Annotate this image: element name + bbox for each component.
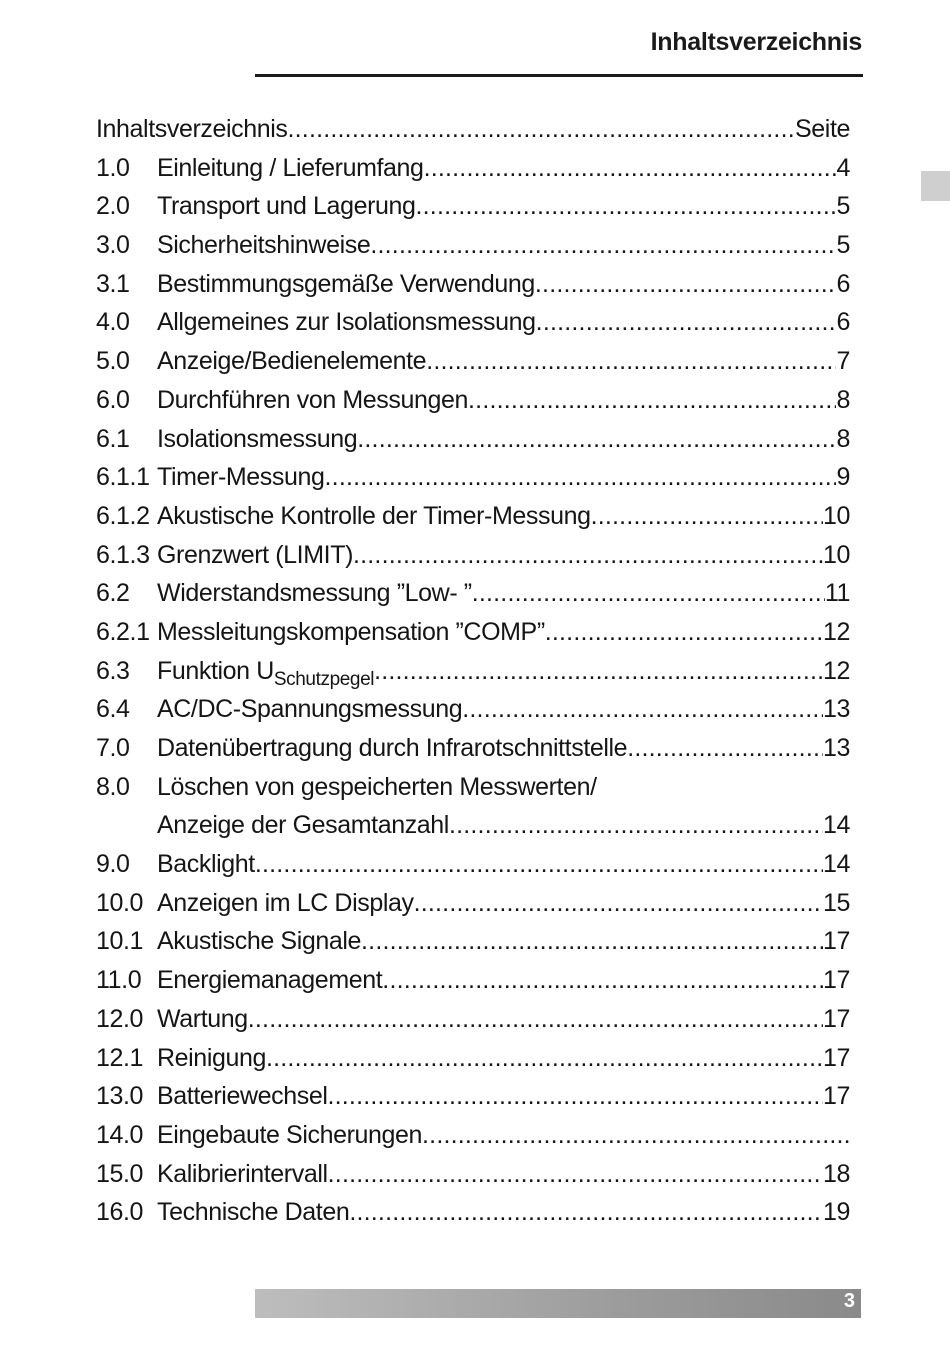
dot-leader bbox=[266, 1039, 823, 1078]
toc-entry-title bbox=[157, 1077, 327, 1116]
toc-entry-title-text: Sicherheitshinweise bbox=[157, 231, 371, 260]
dot-leader bbox=[353, 536, 823, 575]
toc-entry-title-text: Technische Daten bbox=[157, 1198, 350, 1227]
toc-entry-title bbox=[157, 961, 382, 1000]
toc-entry-title bbox=[157, 381, 468, 420]
toc-page-column-label: Seite bbox=[795, 115, 850, 143]
toc-entry[interactable] bbox=[96, 497, 850, 536]
toc-entry[interactable] bbox=[96, 806, 850, 845]
dot-leader bbox=[325, 458, 837, 497]
toc-entry[interactable] bbox=[96, 303, 850, 342]
toc-entry-title bbox=[157, 1039, 266, 1078]
toc-entry-title-text: Wartung bbox=[157, 1004, 248, 1033]
toc-entry-number: 9.0 bbox=[96, 850, 130, 879]
dot-leader bbox=[414, 884, 823, 923]
toc-entry-title-text: AC/DC-Spannungsmessung bbox=[157, 695, 463, 724]
toc-entry-title-text: Anzeige/Bedienelemente bbox=[157, 347, 427, 376]
toc-entry-title-text: Durchführen von Messungen bbox=[157, 385, 469, 414]
toc-entry[interactable] bbox=[96, 1039, 850, 1078]
toc-entry-title-text: Anzeigen im LC Display bbox=[157, 888, 414, 917]
toc-entry-page: 17 bbox=[822, 1082, 850, 1111]
toc-entry-title bbox=[157, 303, 536, 342]
toc-entry-page: 6 bbox=[836, 269, 850, 298]
toc-entry-number: 10.1 bbox=[96, 927, 144, 956]
toc-entry-title-text: Batteriewechsel bbox=[157, 1082, 328, 1111]
dot-leader bbox=[424, 149, 837, 188]
toc-entry-number: 6.1.3 bbox=[96, 540, 150, 569]
toc-entry-page: 17 bbox=[822, 1004, 850, 1033]
dot-leader bbox=[357, 420, 836, 459]
toc-entry-title bbox=[157, 1155, 328, 1194]
dot-leader bbox=[422, 1116, 850, 1155]
toc-entry-title bbox=[157, 922, 361, 961]
toc-entry-title bbox=[157, 729, 627, 768]
toc-entry-title bbox=[157, 1000, 248, 1039]
toc-entry-number: 7.0 bbox=[96, 734, 130, 762]
toc-entry-title bbox=[157, 574, 472, 613]
toc-entry[interactable] bbox=[96, 226, 850, 265]
toc-items bbox=[96, 149, 850, 1232]
toc-entry-page: 15 bbox=[822, 888, 850, 917]
toc-entry[interactable] bbox=[96, 458, 850, 497]
dot-leader bbox=[288, 110, 796, 149]
toc-entry-title bbox=[157, 1193, 349, 1232]
toc-entry-title bbox=[157, 149, 424, 188]
toc-entry-page: 11 bbox=[824, 579, 850, 608]
toc-entry[interactable] bbox=[96, 922, 850, 961]
toc-entry-number: 6.1 bbox=[96, 424, 130, 453]
dot-leader bbox=[248, 1000, 823, 1039]
toc-entry-number: 6.2 bbox=[96, 579, 130, 608]
toc-entry-number: 3.1 bbox=[96, 269, 130, 298]
toc-entry-number: 3.0 bbox=[96, 231, 130, 260]
toc-entry-title-text: Transport und Lagerung bbox=[157, 192, 416, 221]
page-number: 3 bbox=[843, 1290, 855, 1312]
header-rule bbox=[255, 74, 863, 77]
toc-entry-title bbox=[157, 420, 357, 459]
toc-entry-page: 4 bbox=[836, 153, 850, 182]
toc-entry-title-text: Funktion U bbox=[157, 656, 274, 685]
toc-entry-title-text: Bestimmungsgemäße Verwendung bbox=[157, 269, 535, 298]
toc-entry-title-text: Eingebaute Sicherungen bbox=[157, 1120, 423, 1149]
toc-entry-title bbox=[157, 458, 325, 497]
toc-entry-title-text: Widerstandsmessung ”Low- ” bbox=[157, 579, 472, 608]
toc-entry-title-text: Energiemanagement bbox=[157, 966, 383, 995]
toc-entry-title bbox=[157, 1116, 422, 1155]
toc-entry[interactable] bbox=[96, 342, 850, 381]
dot-leader bbox=[426, 342, 836, 381]
toc-entry[interactable] bbox=[96, 613, 850, 652]
toc-entry-number: 4.0 bbox=[96, 308, 130, 337]
toc-entry-page: 12 bbox=[822, 617, 850, 646]
toc-entry-number: 6.1.2 bbox=[96, 501, 150, 530]
dot-leader bbox=[349, 1193, 823, 1232]
toc-entry-title-text: Löschen von gespeicherten Messwerten/ bbox=[157, 772, 597, 801]
toc-entry-page: 17 bbox=[822, 927, 850, 956]
toc-entry[interactable] bbox=[96, 574, 850, 613]
toc-entry-title-text: Isolationsmessung bbox=[157, 424, 358, 453]
toc-entry-title bbox=[157, 652, 374, 691]
toc-entry-title-text: Allgemeines zur Isolationsmessung bbox=[157, 308, 536, 337]
toc-entry-number: 1.0 bbox=[96, 153, 130, 182]
toc-entry[interactable] bbox=[96, 536, 850, 575]
toc-entry-title-text: Akustische Signale bbox=[157, 927, 362, 956]
footer-bar bbox=[255, 1289, 861, 1318]
toc-entry-page: 8 bbox=[836, 424, 850, 453]
toc-entry-number: 16.0 bbox=[96, 1198, 144, 1227]
toc-entry[interactable] bbox=[96, 1116, 850, 1155]
toc-entry-title bbox=[157, 226, 370, 265]
dot-leader bbox=[327, 1077, 823, 1116]
dot-leader bbox=[545, 613, 823, 652]
toc-entry-page: 17 bbox=[822, 966, 850, 995]
toc-entry[interactable] bbox=[96, 1155, 850, 1194]
dot-leader bbox=[361, 922, 823, 961]
toc-entry-title bbox=[157, 806, 449, 845]
toc-entry-title bbox=[157, 265, 535, 304]
dot-leader bbox=[468, 381, 836, 420]
dot-leader bbox=[370, 226, 836, 265]
toc-entry-title-text: Reinigung bbox=[157, 1043, 266, 1072]
toc-entry[interactable] bbox=[96, 845, 850, 884]
toc-entry[interactable] bbox=[96, 1193, 850, 1232]
toc-entry-page: 7 bbox=[836, 347, 850, 376]
toc-entry-number: 14.0 bbox=[96, 1120, 144, 1149]
dot-leader bbox=[462, 690, 823, 729]
toc-entry-page: 5 bbox=[836, 231, 850, 260]
toc-entry-number: 6.2.1 bbox=[96, 617, 150, 646]
toc-entry[interactable] bbox=[96, 961, 850, 1000]
toc-entry-title-text: Anzeige der Gesamtanzahl bbox=[157, 811, 449, 840]
toc-entry-title bbox=[157, 768, 597, 807]
toc-entry-page: 5 bbox=[836, 192, 850, 221]
dot-leader bbox=[416, 187, 837, 226]
toc-entry-title-text: Akustische Kontrolle der Timer-Messung bbox=[157, 501, 591, 530]
toc-entry[interactable] bbox=[96, 187, 850, 226]
toc-entry[interactable] bbox=[96, 729, 850, 768]
toc-entry-page: 9 bbox=[836, 463, 850, 492]
toc-heading: Inhaltsverzeichnis bbox=[96, 115, 288, 143]
section-tab-marker bbox=[921, 171, 950, 201]
toc-entry-number: 12.1 bbox=[96, 1043, 144, 1072]
toc-entry[interactable] bbox=[96, 1000, 850, 1039]
toc-entry-number: 6.4 bbox=[96, 695, 130, 724]
toc-entry[interactable] bbox=[96, 420, 850, 459]
toc-entry-page: 19 bbox=[822, 1198, 850, 1227]
toc-entry-page: 14 bbox=[822, 850, 850, 879]
dot-leader bbox=[328, 1155, 823, 1194]
toc-entry-title-text: Datenübertragung durch Infrarotschnittstelle bbox=[157, 734, 628, 762]
page-header-title: Inhaltsverzeichnis bbox=[650, 28, 862, 56]
toc-entry-number: 15.0 bbox=[96, 1159, 144, 1188]
toc-entry-title-text: Einleitung / Lieferumfang bbox=[157, 153, 424, 182]
toc-entry-title bbox=[157, 845, 255, 884]
toc-entry-title bbox=[157, 342, 426, 381]
toc-entry-title-text: Kalibrierintervall bbox=[157, 1159, 328, 1188]
toc-entry-title-text: Messleitungskompensation ”COMP” bbox=[157, 617, 545, 646]
toc-entry[interactable] bbox=[96, 149, 850, 188]
table-of-contents bbox=[96, 110, 850, 1232]
toc-entry-page: 12 bbox=[822, 656, 850, 685]
toc-entry-number: 8.0 bbox=[96, 772, 130, 801]
dot-leader bbox=[255, 845, 823, 884]
toc-entry-number: 6.3 bbox=[96, 656, 130, 685]
toc-entry[interactable] bbox=[96, 381, 850, 420]
toc-entry-title-text: Backlight bbox=[157, 850, 255, 879]
toc-entry-title bbox=[157, 884, 414, 923]
toc-entry[interactable] bbox=[96, 690, 850, 729]
toc-entry-title bbox=[157, 187, 416, 226]
dot-leader bbox=[449, 806, 823, 845]
dot-leader bbox=[374, 652, 823, 691]
toc-entry-number: 13.0 bbox=[96, 1082, 144, 1111]
toc-entry-number: 5.0 bbox=[96, 347, 130, 376]
toc-entry-number: 11.0 bbox=[96, 966, 142, 995]
toc-entry-title bbox=[157, 536, 353, 575]
toc-entry-page: 8 bbox=[836, 385, 850, 414]
toc-entry-number: 10.0 bbox=[96, 888, 144, 917]
toc-entry-title bbox=[157, 497, 591, 536]
dot-leader bbox=[536, 303, 837, 342]
toc-entry[interactable] bbox=[96, 265, 850, 304]
toc-entry-page: 6 bbox=[836, 308, 850, 337]
toc-entry-page: 10 bbox=[822, 540, 850, 569]
toc-entry-page: 18 bbox=[822, 1159, 850, 1188]
toc-entry-page: 17 bbox=[822, 1043, 850, 1072]
toc-entry-page: 13 bbox=[822, 734, 850, 762]
toc-entry-title-text: Grenzwert (LIMIT) bbox=[157, 540, 353, 569]
toc-heading-row bbox=[96, 110, 850, 149]
dot-leader bbox=[591, 497, 823, 536]
toc-entry[interactable] bbox=[96, 652, 850, 691]
toc-entry-title bbox=[157, 613, 545, 652]
toc-entry[interactable] bbox=[96, 884, 850, 923]
toc-entry-page: 10 bbox=[822, 501, 850, 530]
toc-entry-number: 6.0 bbox=[96, 385, 130, 414]
dot-leader bbox=[535, 265, 837, 304]
toc-entry-title-subscript: Schutzpegel bbox=[273, 668, 375, 690]
toc-entry-number: 6.1.1 bbox=[96, 463, 150, 492]
toc-entry[interactable] bbox=[96, 1077, 850, 1116]
toc-entry-title-text: Timer-Messung bbox=[157, 463, 325, 492]
dot-leader bbox=[472, 574, 825, 613]
toc-entry-number: 12.0 bbox=[96, 1004, 144, 1033]
dot-leader bbox=[627, 729, 823, 768]
toc-entry[interactable] bbox=[96, 768, 850, 807]
toc-entry-page: 13 bbox=[822, 695, 850, 724]
toc-entry-page: 14 bbox=[822, 811, 850, 840]
dot-leader bbox=[382, 961, 823, 1000]
toc-entry-number: 2.0 bbox=[96, 192, 130, 221]
toc-entry-title bbox=[157, 690, 462, 729]
